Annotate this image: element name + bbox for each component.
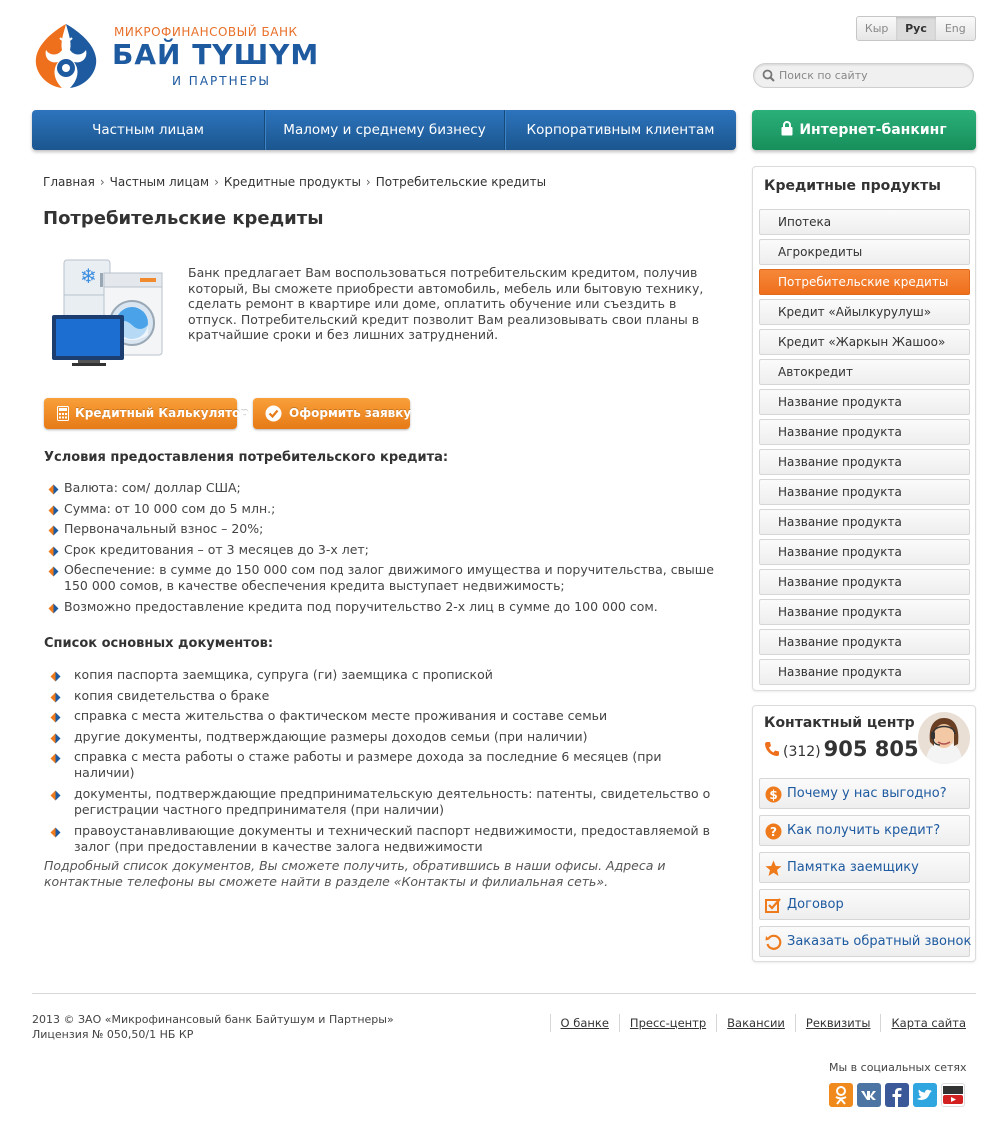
bullet-icon: [48, 565, 59, 576]
contact-title: Контактный центр: [764, 715, 915, 731]
list-item: [50, 688, 720, 704]
conditions-title: Условия предоставления потребительского кредита:: [44, 450, 449, 465]
list-item-text: справка с места работы о стаже работы и размере дохода за последние 6 месяцев (при наличии): [74, 749, 662, 781]
sidebar-item-product[interactable]: Название продукта: [759, 629, 970, 655]
sidebar-title: Кредитные продукты: [764, 178, 941, 194]
search-box: [753, 63, 974, 88]
sidebar-menu: [759, 209, 970, 689]
sidebar-item-product[interactable]: Название продукта: [759, 389, 970, 415]
list-item-text: Обеспечение: в сумме до 150 000 сом под залог движимого имущества и поручительства, свыше 150 000 сомов, в качестве обеспечения кредита выступает недвижимость;: [64, 562, 714, 594]
why-profitable-label: Почему у нас выгодно?: [787, 786, 947, 801]
list-item-text: копия паспорта заемщика, супруга (ги) заемщика с пропиской: [74, 667, 493, 682]
sidebar-item-product[interactable]: Название продукта: [759, 599, 970, 625]
credit-products-sidebar: [752, 166, 976, 691]
bullet-icon: [50, 691, 61, 702]
logo[interactable]: [32, 22, 320, 92]
logo-emblem-icon: [32, 22, 100, 90]
list-item: [50, 708, 720, 724]
contract-link[interactable]: [759, 889, 970, 920]
svg-text:?: ?: [770, 825, 777, 839]
internet-banking-label: Интернет-банкинг: [799, 122, 947, 138]
dollar-icon: [765, 786, 782, 803]
copyright: [32, 1012, 394, 1042]
footer-divider: [32, 993, 976, 994]
sidebar-item-aiylkurulush[interactable]: Кредит «Айылкурулуш»: [759, 299, 970, 325]
how-to-get-credit-label: Как получить кредит?: [787, 823, 941, 838]
documents-list: [50, 667, 720, 859]
sidebar-item-zharkyn[interactable]: Кредит «Жаркын Жашоо»: [759, 329, 970, 355]
footer-link-about[interactable]: О банке: [550, 1014, 619, 1032]
callback-label: Заказать обратный звонок: [787, 934, 972, 949]
youtube-icon[interactable]: [941, 1083, 965, 1107]
list-item: [48, 542, 718, 558]
contact-links: [759, 778, 970, 963]
star-icon: [765, 860, 782, 877]
list-item-text: Первоначальный взнос – 20%;: [64, 521, 264, 537]
social-links: [829, 1083, 969, 1107]
list-item: [48, 480, 718, 496]
footer-link-press[interactable]: Пресс-центр: [619, 1014, 716, 1032]
check-circle-icon: [265, 405, 282, 422]
list-item-text: правоустанавливающие документы и технический паспорт недвижимости, предоставляемой в залог (при предоставлении в качестве залога недвижимости: [74, 822, 710, 854]
social-label: Мы в социальных сетях: [829, 1061, 967, 1074]
list-item-text: копия свидетельства о браке: [74, 687, 270, 703]
contact-center: [752, 705, 976, 962]
sidebar-item-product[interactable]: Название продукта: [759, 569, 970, 595]
contact-phone: [764, 737, 919, 761]
facebook-icon[interactable]: [885, 1083, 909, 1107]
sidebar-item-auto[interactable]: Автокредит: [759, 359, 970, 385]
apply-button[interactable]: [253, 398, 410, 429]
list-item-text: Возможно предоставление кредита под поручительство 2-х лиц в сумме до 100 000 сом.: [64, 598, 658, 614]
chevron-right-icon: ›: [214, 175, 219, 189]
question-icon: [765, 823, 782, 840]
documents-note: Подробный список документов, Вы сможете получить, обратившись в наши офисы. Адреса и контактные телефоны вы сможете найти в разделе «Контакты и филиальная сеть».: [44, 858, 666, 889]
how-to-get-credit-link[interactable]: [759, 815, 970, 846]
sidebar-item-product[interactable]: Название продукта: [759, 449, 970, 475]
list-item: [50, 667, 720, 683]
phone-code: (312): [783, 744, 821, 760]
list-item-text: Сумма: от 10 000 сом до 5 млн.;: [64, 500, 276, 516]
list-item-text: документы, подтверждающие предпринимательскую деятельность: патенты, свидетельство о регистрации частного предпринимателя (при наличии): [74, 785, 711, 817]
search-icon[interactable]: [762, 69, 775, 82]
conditions-list: [48, 480, 718, 620]
credit-calculator-button[interactable]: [44, 398, 249, 429]
operator-avatar: [918, 712, 970, 764]
chevron-right-icon: ›: [365, 175, 371, 189]
lock-icon: [781, 121, 793, 136]
breadcrumb-credit-products[interactable]: Кредитные продукты: [223, 175, 361, 189]
lang-eng[interactable]: Eng: [944, 22, 966, 35]
contract-label: Договор: [787, 897, 844, 912]
list-item: [50, 729, 720, 745]
documents-title: Список основных документов:: [44, 636, 274, 651]
sidebar-item-consumer[interactable]: Потребительские кредиты: [759, 269, 970, 295]
bullet-icon: [48, 524, 59, 535]
svg-text:$: $: [769, 788, 778, 802]
sidebar-item-product[interactable]: Название продукта: [759, 659, 970, 685]
borrower-memo-label: Памятка заемщику: [787, 860, 919, 875]
bullet-icon: [50, 752, 61, 763]
breadcrumb-private[interactable]: Частным лицам: [109, 175, 210, 189]
footer-link-vacancies[interactable]: Вакансии: [716, 1014, 795, 1032]
vkontakte-icon[interactable]: [857, 1083, 881, 1107]
bullet-icon: [48, 545, 59, 556]
list-item-text: справка с места жительства о фактическом месте проживания и составе семьи: [74, 708, 608, 724]
nav-sme[interactable]: Малому и среднему бизнесу: [265, 110, 505, 150]
bullet-icon: [48, 483, 59, 494]
bullet-icon: [50, 670, 61, 681]
chevron-right-icon: ›: [99, 175, 105, 189]
list-item-text: Срок кредитования – от 3 месяцев до 3-х лет;: [64, 541, 369, 557]
list-item-text: Валюта: сом/ доллар США;: [64, 480, 241, 495]
svg-text:❄: ❄: [80, 264, 97, 288]
list-item: [48, 521, 718, 537]
footer-link-requisites[interactable]: Реквизиты: [795, 1014, 881, 1032]
logo-title: БАЙ ТҮШҮМ: [112, 38, 320, 71]
list-item: [50, 823, 720, 855]
main-nav: [32, 110, 736, 150]
bullet-icon: [48, 504, 59, 515]
appliances-illustration: [50, 255, 170, 370]
list-item: [48, 599, 718, 615]
breadcrumb-home[interactable]: Главная: [43, 175, 95, 189]
lang-rus[interactable]: Рус: [896, 17, 935, 40]
phone-icon: [764, 741, 780, 757]
intro-text: Банк предлагает Вам воспользоваться потребительским кредитом, получив который, Вы сможете приобрести автомобиль, мебель или бытовую технику, сделать ремонт в квартире или доме, оплатить обучение или съездить в отпуск. Потребительский кредит позволит Вам реализовывать свои планы в кратчайшие сроки и без лишних затруднений.: [188, 265, 704, 342]
copyright-text: 2013 © ЗАО «Микрофинансовый банк Байтушум и Партнеры»: [32, 1013, 394, 1026]
bullet-icon: [50, 732, 61, 743]
checkbox-icon: [765, 897, 782, 914]
twitter-icon[interactable]: [913, 1083, 937, 1107]
callback-icon: [765, 934, 782, 951]
list-item: [50, 786, 720, 818]
borrower-memo-link[interactable]: [759, 852, 970, 883]
why-profitable-link[interactable]: [759, 778, 970, 809]
list-item: [50, 749, 720, 781]
logo-partners: И ПАРТНЕРЫ: [172, 74, 272, 88]
bullet-icon: [50, 826, 61, 837]
page-title: Потребительские кредиты: [43, 208, 324, 229]
license-text: Лицензия № 050,50/1 НБ КР: [32, 1028, 194, 1041]
credit-calculator-label: Кредитный Калькулятор: [75, 406, 249, 420]
nav-corporate[interactable]: Корпоративным клиентам: [526, 122, 715, 138]
internet-banking-button[interactable]: [752, 110, 976, 150]
sidebar-item-mortgage[interactable]: Ипотека: [759, 209, 970, 235]
bullet-icon: [50, 711, 61, 722]
sidebar-item-product[interactable]: Название продукта: [759, 539, 970, 565]
breadcrumb-current: Потребительские кредиты: [375, 175, 547, 189]
list-item-text: другие документы, подтверждающие размеры доходов семьи (при наличии): [74, 728, 588, 744]
sidebar-item-product[interactable]: Название продукта: [759, 419, 970, 445]
phone-number[interactable]: 905 805: [823, 737, 919, 761]
search-input[interactable]: [779, 66, 964, 85]
footer-links: [550, 1014, 976, 1032]
language-switcher: [856, 16, 976, 41]
sidebar-item-agro[interactable]: Агрокредиты: [759, 239, 970, 265]
footer-link-sitemap[interactable]: Карта сайта: [880, 1014, 976, 1032]
sidebar-item-product[interactable]: Название продукта: [759, 509, 970, 535]
calculator-icon: [57, 406, 69, 421]
callback-link[interactable]: [759, 926, 970, 957]
nav-private[interactable]: Частным лицам: [32, 110, 265, 150]
list-item: [48, 501, 718, 517]
lang-kyr[interactable]: Кыр: [864, 22, 889, 35]
bullet-icon: [50, 789, 61, 800]
apply-label: Оформить заявку: [289, 406, 412, 420]
list-item: [48, 562, 718, 594]
odnoklassniki-icon[interactable]: [829, 1083, 853, 1107]
sidebar-item-product[interactable]: Название продукта: [759, 479, 970, 505]
logo-subtitle: МИКРОФИНАНСОВЫЙ БАНК: [114, 25, 298, 39]
bullet-icon: [48, 602, 59, 613]
breadcrumb: [43, 175, 546, 189]
